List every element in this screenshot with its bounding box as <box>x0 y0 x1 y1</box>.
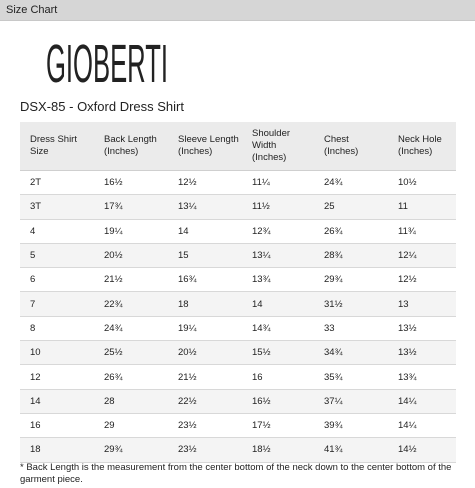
table-cell: 5 <box>20 243 94 267</box>
column-header <box>242 122 314 171</box>
table-cell: 13¾ <box>388 365 456 389</box>
table-cell: 4 <box>20 219 94 243</box>
table-cell: 13¼ <box>168 195 242 219</box>
table-cell: 19¼ <box>168 316 242 340</box>
table-row <box>20 292 456 316</box>
column-header-line: Size <box>30 146 49 157</box>
table-cell: 24¾ <box>94 316 168 340</box>
table-cell: 14¾ <box>242 316 314 340</box>
table-cell: 19¼ <box>94 219 168 243</box>
table-cell: 20½ <box>168 341 242 365</box>
table-cell: 18½ <box>242 438 314 462</box>
table-cell: 16½ <box>242 389 314 413</box>
table-cell: 14 <box>20 389 94 413</box>
table-cell: 14½ <box>388 438 456 462</box>
table-cell: 25 <box>314 195 388 219</box>
footnote: * Back Length is the measurement from the center bottom of the neck down to the center bottom of the garment piece. <box>20 462 452 485</box>
table-cell: 13¾ <box>242 268 314 292</box>
column-header-line: Chest <box>324 134 349 145</box>
table-row <box>20 413 456 437</box>
header-title: Size Chart <box>6 4 58 16</box>
table-cell: 16 <box>242 365 314 389</box>
column-header-line: Dress Shirt <box>30 134 77 145</box>
column-header-line: Sleeve Length <box>178 134 239 145</box>
table-cell: 41¾ <box>314 438 388 462</box>
column-header <box>314 122 388 171</box>
table-row <box>20 171 456 195</box>
table-cell: 18 <box>20 438 94 462</box>
table-cell: 13½ <box>388 341 456 365</box>
logo-text: GIOBERTI <box>46 34 168 94</box>
table-cell: 39¾ <box>314 413 388 437</box>
table-cell: 12¾ <box>242 219 314 243</box>
table-cell: 8 <box>20 316 94 340</box>
table-cell: 2T <box>20 171 94 195</box>
table-cell: 23½ <box>168 413 242 437</box>
table-cell: 16½ <box>94 171 168 195</box>
table-cell: 14¼ <box>388 413 456 437</box>
table-cell: 10 <box>20 341 94 365</box>
table-cell: 11¼ <box>242 171 314 195</box>
header-bar <box>0 0 475 21</box>
table-cell: 21½ <box>94 268 168 292</box>
table-cell: 23½ <box>168 438 242 462</box>
table-cell: 16 <box>20 413 94 437</box>
table-cell: 28¾ <box>314 243 388 267</box>
table-cell: 35¾ <box>314 365 388 389</box>
table-cell: 37¼ <box>314 389 388 413</box>
brand-logo <box>46 34 170 94</box>
table-cell: 31½ <box>314 292 388 316</box>
table-cell: 3T <box>20 195 94 219</box>
table-cell: 14 <box>168 219 242 243</box>
table-cell: 26¾ <box>314 219 388 243</box>
column-header <box>168 122 242 171</box>
table-cell: 12 <box>20 365 94 389</box>
column-header-line: Shoulder Width <box>252 128 291 151</box>
table-row <box>20 195 456 219</box>
table-cell: 29 <box>94 413 168 437</box>
table-cell: 21½ <box>168 365 242 389</box>
column-header-line: Neck Hole <box>398 134 442 145</box>
table-row <box>20 438 456 462</box>
column-header <box>94 122 168 171</box>
table-cell: 11½ <box>242 195 314 219</box>
table-cell: 13¼ <box>242 243 314 267</box>
table-row <box>20 365 456 389</box>
table-cell: 24¾ <box>314 171 388 195</box>
table-cell: 11 <box>388 195 456 219</box>
table-cell: 22½ <box>168 389 242 413</box>
table-cell: 13½ <box>388 316 456 340</box>
table-cell: 28 <box>94 389 168 413</box>
table-row <box>20 219 456 243</box>
table-cell: 29¾ <box>314 268 388 292</box>
table-cell: 15½ <box>242 341 314 365</box>
table-row <box>20 243 456 267</box>
table-row <box>20 316 456 340</box>
table-cell: 34¾ <box>314 341 388 365</box>
table-cell: 12¼ <box>388 243 456 267</box>
table-cell: 13 <box>388 292 456 316</box>
table-cell: 7 <box>20 292 94 316</box>
table-cell: 14¼ <box>388 389 456 413</box>
table-row <box>20 389 456 413</box>
column-header-line: (Inches) <box>178 146 213 157</box>
column-header-line: Back Length <box>104 134 157 145</box>
table-header-row <box>20 122 456 171</box>
table-cell: 29¾ <box>94 438 168 462</box>
column-header <box>20 122 94 171</box>
table-cell: 22¾ <box>94 292 168 316</box>
table-cell: 12½ <box>168 171 242 195</box>
column-header <box>388 122 456 171</box>
table-cell: 11¾ <box>388 219 456 243</box>
table-cell: 17¾ <box>94 195 168 219</box>
table-cell: 20½ <box>94 243 168 267</box>
column-header-line: (Inches) <box>398 146 433 157</box>
table-cell: 18 <box>168 292 242 316</box>
size-table <box>20 122 456 463</box>
table-cell: 33 <box>314 316 388 340</box>
table-row <box>20 268 456 292</box>
table-cell: 15 <box>168 243 242 267</box>
column-header-line: (Inches) <box>252 152 287 163</box>
table-cell: 10½ <box>388 171 456 195</box>
column-header-line: (Inches) <box>104 146 139 157</box>
column-header-line: (Inches) <box>324 146 359 157</box>
table-body <box>20 171 456 463</box>
table-cell: 14 <box>242 292 314 316</box>
table-cell: 6 <box>20 268 94 292</box>
table-cell: 17½ <box>242 413 314 437</box>
size-table-container <box>20 122 456 463</box>
product-title: DSX-85 - Oxford Dress Shirt <box>20 99 184 114</box>
table-cell: 26¾ <box>94 365 168 389</box>
table-cell: 25½ <box>94 341 168 365</box>
table-row <box>20 341 456 365</box>
table-cell: 12½ <box>388 268 456 292</box>
table-cell: 16¾ <box>168 268 242 292</box>
